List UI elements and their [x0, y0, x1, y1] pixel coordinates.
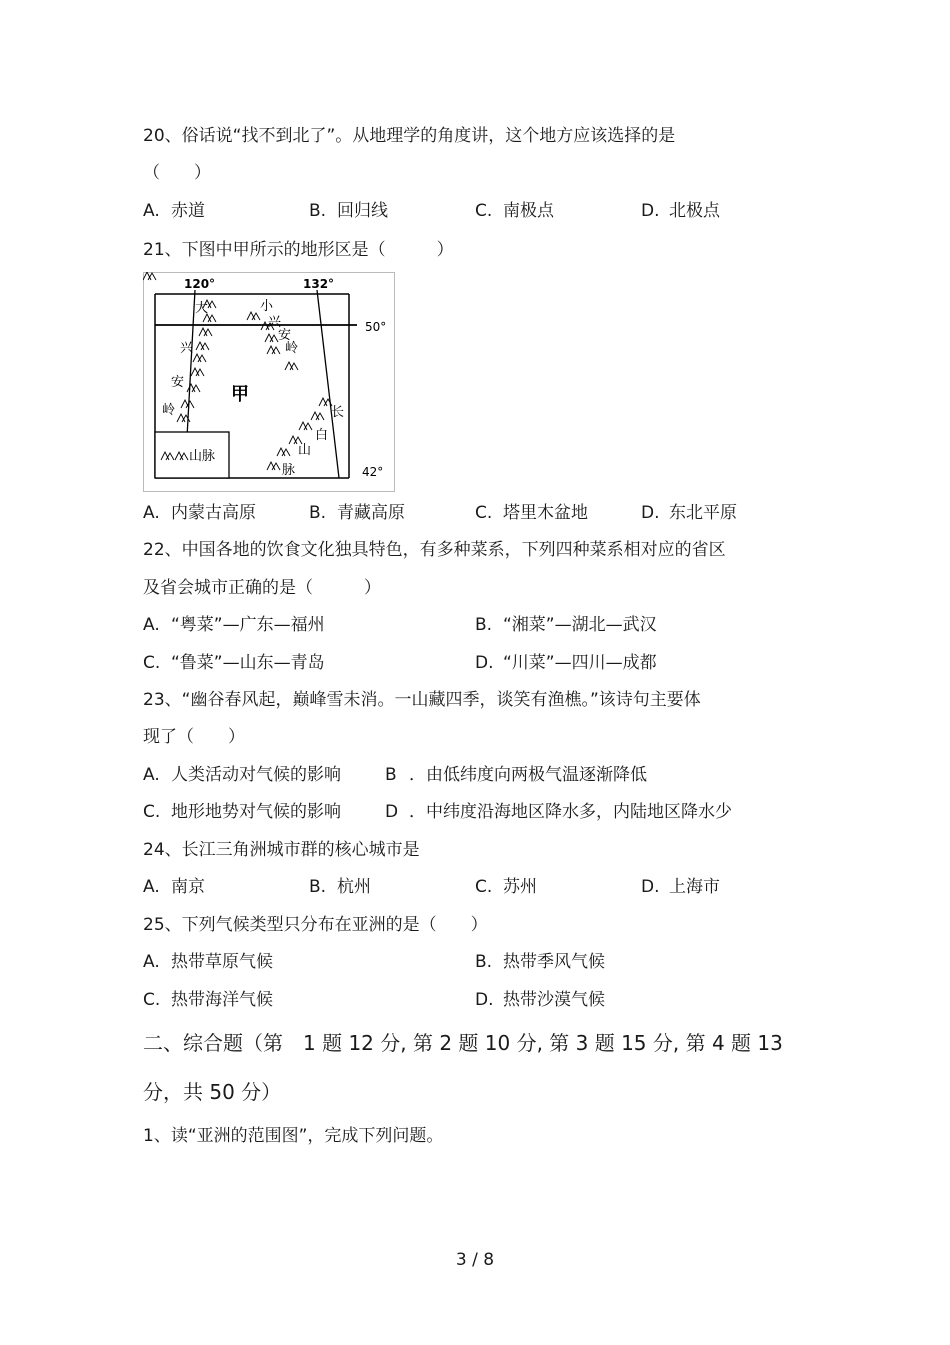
q22-stem-line1: 22、中国各地的饮食文化独具特色，有多种菜系，下列四种菜系相对应的省区: [143, 540, 726, 560]
q24-option-c[interactable]: C. 苏州: [475, 877, 537, 897]
q22-option-b[interactable]: B. “湘菜”—湖北—武汉: [475, 615, 657, 635]
q24-option-d[interactable]: D. 上海市: [641, 877, 720, 897]
map-char-mai: 脉: [282, 463, 296, 478]
map-char-bai: 白: [315, 428, 329, 443]
map-char-an2: 安: [278, 328, 292, 343]
q20-option-b[interactable]: B. 回归线: [309, 201, 388, 221]
northeast-china-map: [143, 272, 395, 492]
q21-stem: 21、下图中甲所示的地形区是（ ）: [143, 240, 454, 260]
q24-option-a[interactable]: A. 南京: [143, 877, 205, 897]
q25-option-d[interactable]: D. 热带沙漠气候: [475, 990, 605, 1010]
q23-option-b[interactable]: B ．由低纬度向两极气温逐渐降低: [385, 765, 647, 785]
q22-option-a[interactable]: A. “粤菜”—广东—福州: [143, 615, 325, 635]
map-char-ling2: 岭: [285, 341, 299, 356]
q23-stem-line1: 23、“幽谷春风起，巅峰雪未消。一山藏四季，谈笑有渔樵。”该诗句主要体: [143, 690, 701, 710]
q20-option-d[interactable]: D. 北极点: [641, 201, 720, 221]
lon-120-label: 120°: [184, 277, 216, 291]
q20-blank: （ ）: [143, 163, 211, 183]
q22-option-c[interactable]: C. “鲁菜”—山东—青岛: [143, 653, 325, 673]
q21-option-d[interactable]: D. 东北平原: [641, 503, 737, 523]
q24-option-b[interactable]: B. 杭州: [309, 877, 371, 897]
section2-heading-line1: 二、综合题（第 1 题 12 分, 第 2 题 10 分, 第 3 题 15 分, 第 4 题 13: [143, 1031, 783, 1055]
q23-option-a[interactable]: A. 人类活动对气候的影响: [143, 765, 341, 785]
inset-label: 山脉: [189, 449, 216, 464]
lat-50-label: 50°: [365, 320, 387, 334]
section2-heading-line2: 分，共 50 分）: [143, 1080, 282, 1104]
region-jia-label: 甲: [231, 384, 249, 405]
map-char-da: 大: [195, 301, 209, 316]
q23-option-d[interactable]: D ．中纬度沿海地区降水多，内陆地区降水少: [385, 802, 732, 822]
q20-option-a[interactable]: A. 赤道: [143, 201, 205, 221]
lat-42-label: 42°: [362, 465, 384, 479]
q25-option-a[interactable]: A. 热带草原气候: [143, 952, 273, 972]
map-char-xiao: 小: [260, 299, 274, 314]
map-char-xing2: 兴: [268, 315, 282, 330]
q23-stem-line2: 现了（ ）: [143, 727, 245, 747]
section2-q1-stem: 1、读“亚洲的范围图”，完成下列问题。: [143, 1126, 444, 1146]
q25-option-c[interactable]: C. 热带海洋气候: [143, 990, 273, 1010]
q20-option-c[interactable]: C. 南极点: [475, 201, 554, 221]
map-char-shan: 山: [298, 443, 312, 458]
q25-stem: 25、下列气候类型只分布在亚洲的是（ ）: [143, 915, 488, 935]
map-char-ling: 岭: [162, 403, 176, 418]
q25-option-b[interactable]: B. 热带季风气候: [475, 952, 605, 972]
map-char-xing: 兴: [180, 341, 194, 356]
q21-option-c[interactable]: C. 塔里木盆地: [475, 503, 588, 523]
q23-option-c[interactable]: C. 地形地势对气候的影响: [143, 802, 341, 822]
q22-stem-line2: 及省会城市正确的是（ ）: [143, 578, 381, 598]
q22-option-d[interactable]: D. “川菜”—四川—成都: [475, 653, 657, 673]
page-number: 3 / 8: [455, 1250, 495, 1270]
q21-option-a[interactable]: A. 内蒙古高原: [143, 503, 256, 523]
q20-stem: 20、俗话说“找不到北了”。从地理学的角度讲，这个地方应该选择的是: [143, 126, 676, 146]
q21-option-b[interactable]: B. 青藏高原: [309, 503, 405, 523]
lon-132-label: 132°: [303, 277, 335, 291]
map-char-chang: 长: [331, 405, 345, 420]
q24-stem: 24、长江三角洲城市群的核心城市是: [143, 840, 420, 860]
map-char-an: 安: [171, 375, 185, 390]
